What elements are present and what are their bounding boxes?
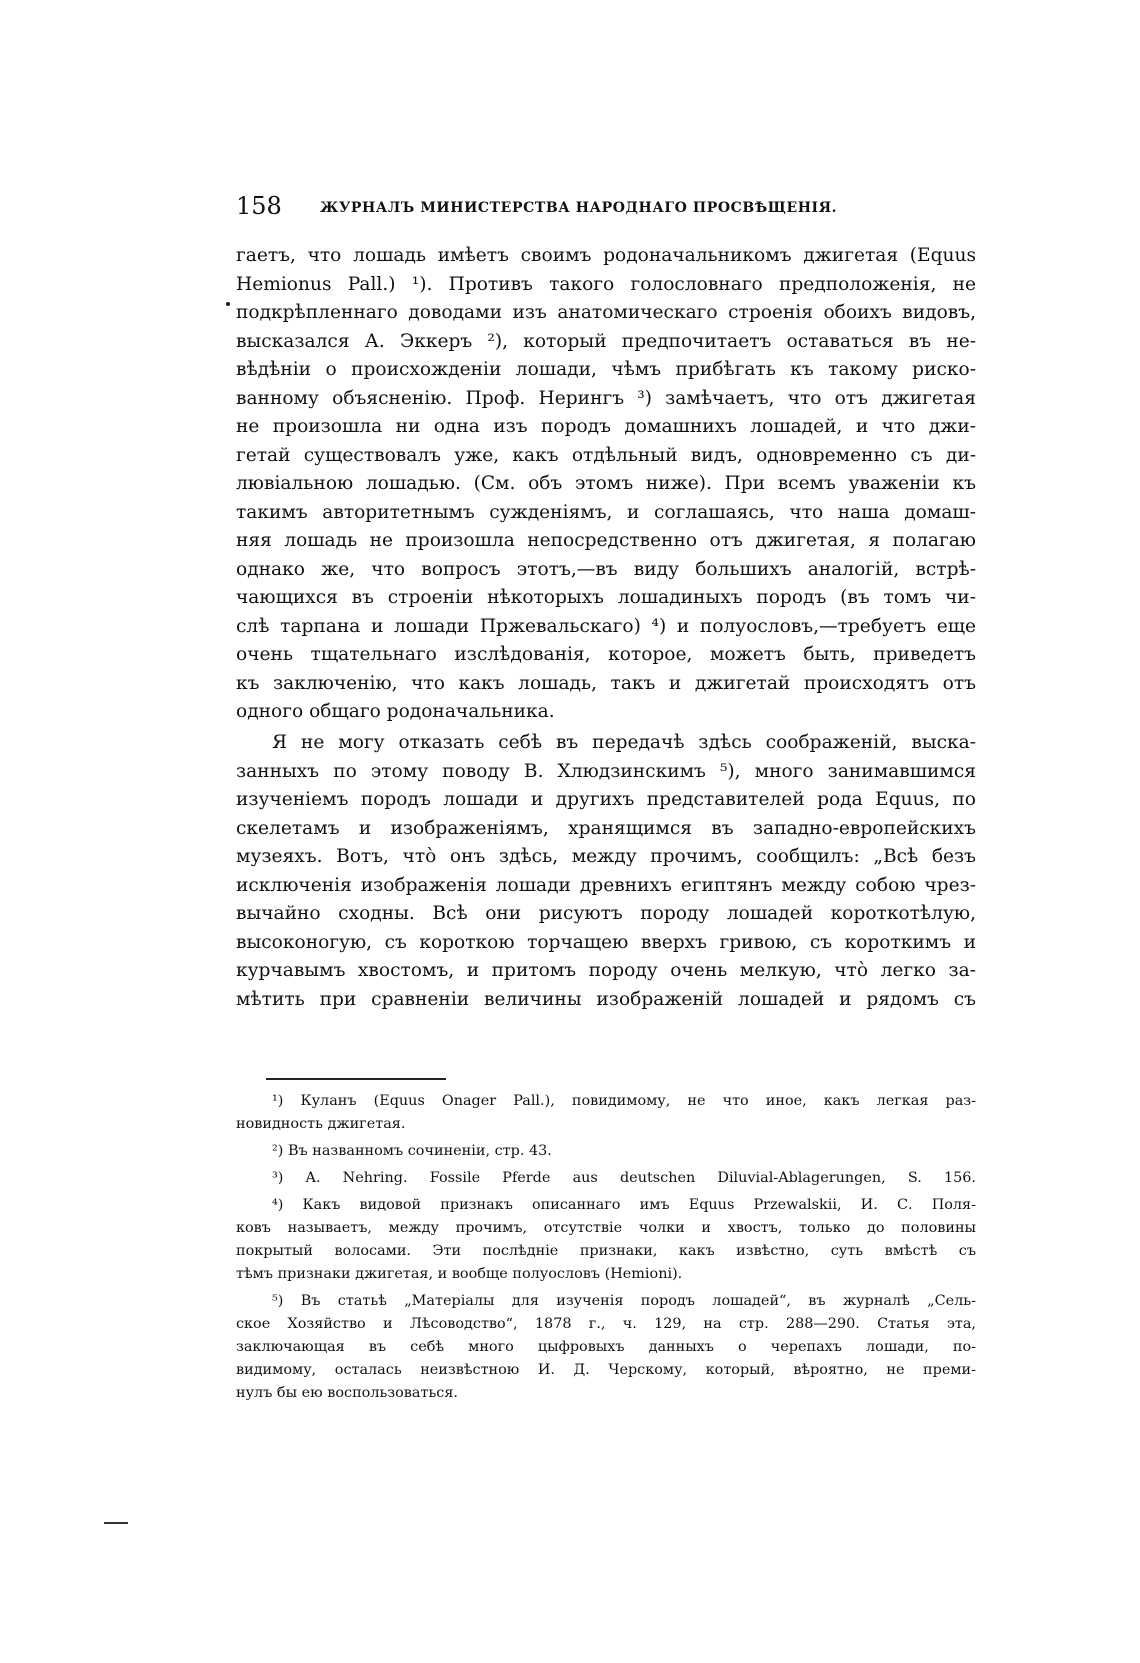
text-line: очень тщательнаго изслѣдованія, которое, можетъ быть, приведетъ [236,644,976,665]
text-line: не произошла ни одна изъ породъ домашнихъ лошадей, и что джи- [236,416,976,437]
text-line: вѣдѣніи о происхожденіи лошади, чѣмъ прибѣгать къ такому рискo- [236,359,976,380]
margin-dash [104,1522,128,1524]
running-head [236,190,976,222]
footnote-line: новидность джигетая. [236,1116,406,1132]
footnote-line: тѣмъ признаки джигетая, и вообще полуословъ (Hemioni). [236,1266,683,1282]
text-line: вычайно сходны. Всѣ они рисуютъ породу лошадей короткотѣлую, [236,903,976,924]
footnote-line: заключающая въ себѣ много цыфровыхъ данныхъ о черепахъ лошади, по- [236,1339,976,1355]
text-line: одного общаго родоначальника. [236,701,555,722]
page-number: 158 [236,192,282,220]
text-line: изученіемъ породъ лошади и другихъ представителей рода Equus, по [236,789,976,810]
text-line: такимъ авторитетнымъ сужденіямъ, и соглашаясь, что наша домаш- [236,501,976,523]
text-line: однако же, что вопросъ этотъ,—въ виду большихъ аналогій, встрѣ- [236,558,976,580]
footnote-line: видимому, осталась неизвѣстною И. Д. Черскому, который, вѣроятно, не преми- [236,1362,976,1378]
footnote-line: нулъ бы ею воспользоваться. [236,1385,459,1401]
journal-title: ЖУРНАЛЪ МИНИСТЕРСТВА НАРОДНАГО ПРОСВѢЩЕНІЯ. [320,200,838,216]
text-line: гетай существовалъ уже, какъ отдѣльный видъ, одновременно съ ди- [236,444,976,466]
text-line: мѣтить при сравненіи величины изображеній лошадей и рядомъ съ [236,988,976,1010]
footnote-line: ¹) Куланъ (Equus Onager Pall.), повидимому, не что иное, какъ легкая раз- [272,1093,976,1109]
margin-mark [226,302,230,306]
text-line: слѣ тарпана и лошади Пржевальскаго) ⁴) и полуословъ,—требуетъ еще [236,615,976,637]
text-line: занныхъ по этому поводу В. Хлюдзинскимъ ⁵), много занимавшимся [236,760,976,782]
text-line: исключенія изображенія лошади древнихъ египтянъ между собою чрез- [236,874,976,896]
footnote-line: ское Хозяйство и Лѣсоводство“, 1878 г., ч. 129, на стр. 288—290. Статья эта, [236,1316,976,1332]
footnote-rule [266,1078,446,1080]
footnote-line: ковъ называетъ, между прочимъ, отсутствіе чолки и хвостъ, только до половины [236,1220,976,1236]
text-line: высоконогую, съ короткою торчащею вверхъ гривою, съ короткимъ и [236,931,976,953]
text-line: няя лошадь не произошла непосредственно отъ джигетая, я полагаю [236,530,976,551]
text-line: курчавымъ хвостомъ, и притомъ породу очень мелкую, что̀ легко за- [236,960,976,981]
text-line: Hemionus Pall.) ¹). Противъ такого голословнаго предположенія, не [236,273,976,295]
footnote-line: ²) Въ названномъ сочиненіи, стр. 43. [272,1143,552,1159]
paragraph-start-line: Я не могу отказать себѣ въ передачѣ здѣсь соображеній, выска- [272,732,976,753]
text-line: лювіальною лошадью. (См. объ этомъ ниже). При всемъ уваженіи къ [236,473,976,494]
footnote-line: ⁵) Въ статьѣ „Матеріалы для изученія породъ лошадей“, въ журналѣ „Сель- [272,1293,976,1309]
footnote-line: ⁴) Какъ видовой признакъ описаннаго имъ Equus Przewalskii, И. С. Поля- [272,1197,976,1213]
text-line: подкрѣпленнаго доводами изъ анатомическаго строенія обоихъ видовъ, [236,302,976,323]
text-line: чающихся въ строеніи нѣкоторыхъ лошадиныхъ породъ (въ томъ чи- [236,587,976,608]
footnote-line: покрытый волосами. Эти послѣдніе признаки, какъ извѣстно, суть вмѣстѣ съ [236,1243,976,1259]
text-line: музеяхъ. Вотъ, что̀ онъ здѣсь, между прочимъ, сообщилъ: „Всѣ безъ [236,846,976,867]
text-line: высказался А. Эккеръ ²), который предпочитаетъ оставаться въ не- [236,330,976,352]
text-line: скелетамъ и изображеніямъ, хранящимся въ западно-европейскихъ [236,817,976,839]
text-line: ванному объясненію. Проф. Нерингъ ³) замѣчаетъ, что отъ джигетая [236,387,976,409]
text-line: гаетъ, что лошадь имѣетъ своимъ родоначальникомъ джигетая (Equus [236,245,976,266]
text-line: къ заключенію, что какъ лошадь, такъ и джигетай происходятъ отъ [236,672,976,694]
footnote-line: ³) A. Nehring. Fossile Pferde aus deutschen Diluvial-Ablagerungen, S. 156. [272,1170,976,1186]
